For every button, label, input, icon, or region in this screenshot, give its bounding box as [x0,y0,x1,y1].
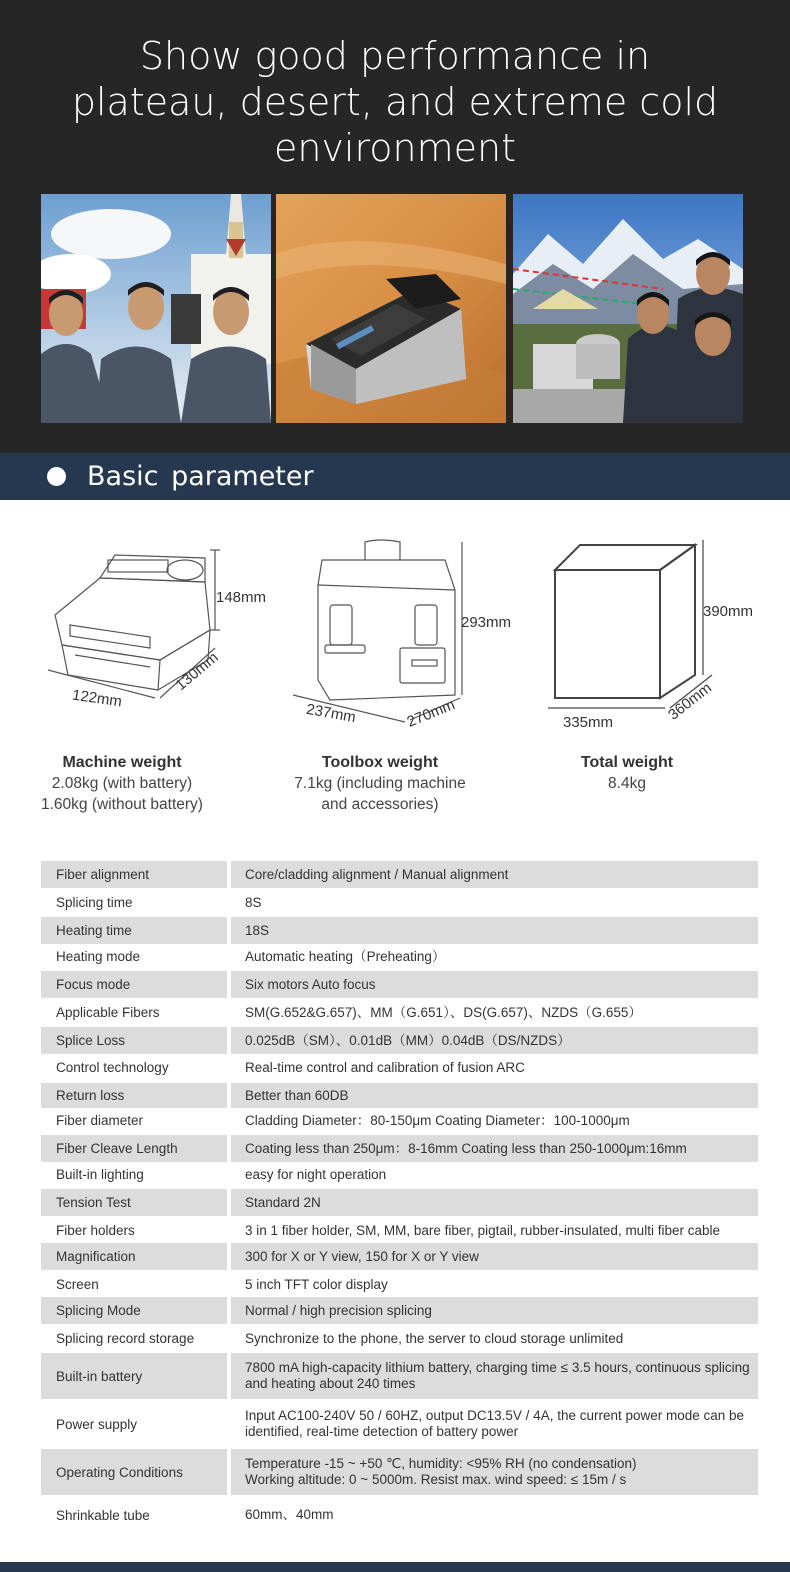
table-row [41,861,758,888]
spec-key: Built-in battery [41,1353,227,1399]
table-row [41,1401,758,1447]
total-height-label: 390mm [703,603,754,620]
bottom-bar [0,1562,790,1572]
spec-value [231,1083,758,1108]
table-row [41,1083,758,1108]
spec-key: Fiber diameter [56,1113,144,1128]
spec-value-line: Six motors Auto focus [245,976,376,992]
weight-value: 8.4kg [608,775,646,792]
photo-mountains [513,194,743,423]
photo-desert [276,194,506,423]
headline-line-3: environment [273,126,516,170]
spec-value [231,1449,758,1495]
spec-value-line: 5 inch TFT color display [245,1276,388,1292]
table-row [41,1189,758,1216]
spec-key: Magnification [41,1243,227,1270]
spec-value [231,1218,758,1243]
spec-value-line: SM(G.652&G.657)、MM（G.651）、DS(G.657)、NZDS（G.655） [245,1004,642,1020]
spec-key: Control technology [56,1060,169,1075]
toolbox-drawing [293,540,462,722]
spec-value [231,1189,758,1216]
spec-value-line: 0.025dB（SM）、0.01dB（MM）0.04dB（DS/NZDS） [245,1032,571,1048]
table-row [41,1135,758,1162]
spec-key: Shrinkable tube [56,1507,150,1523]
spec-value-line: Real-time control and calibration of fusion ARC [245,1059,525,1075]
spec-key: Splice Loss [41,1027,227,1054]
weight-title: Machine weight [62,754,182,771]
spec-value-line: 18S [245,922,270,938]
spec-value [231,1497,758,1533]
spec-value-line: Synchronize to the phone, the server to cloud storage unlimited [245,1330,624,1346]
spec-value-line: Working altitude: 0 ~ 5000m. Resist max. wind speed: ≤ 15m / s [245,1472,627,1487]
weight-title: Toolbox weight [321,754,439,771]
spec-value [231,1326,758,1351]
spec-value-line: and heating about 240 times [245,1376,416,1391]
table-row [41,1297,758,1324]
table-row [41,1054,758,1081]
spec-value [231,890,758,915]
bullet-icon [47,467,66,486]
spec-value [231,1243,758,1270]
spec-key: Built-in lighting [56,1167,144,1182]
spec-value-line: Temperature -15 ~ +50 ℃, humidity: <95% RH (no condensation) [245,1456,637,1471]
spec-key: Tension Test [41,1189,227,1216]
weight-title: Total weight [580,754,674,771]
spec-key: Power supply [56,1416,138,1432]
weight-value: 1.60kg (without battery) [41,796,203,813]
spec-value [231,1000,758,1025]
spec-key: Fiber Cleave Length [41,1135,227,1162]
spec-key: Screen [56,1277,99,1292]
section-header [0,453,790,500]
spec-value [231,1297,758,1324]
spec-key: Return loss [41,1083,227,1108]
spec-key: Splicing Mode [41,1297,227,1324]
toolbox-height-label: 293mm [461,614,512,631]
spec-value [231,1272,758,1297]
spec-value-line: identified, real-time detection of battery power [245,1424,519,1439]
spec-value-line: Input AC100-240V 50 / 60HZ, output DC13.5V / 4A, the current power mode can be [245,1408,745,1423]
table-row [41,1027,758,1054]
photo-plateau [41,194,271,423]
spec-value-line: 60mm、40mm [245,1507,334,1522]
table-row [41,890,758,915]
table-row [41,1497,758,1533]
total-width-label: 335mm [563,714,614,731]
spec-value [231,971,758,998]
toolbox-weight [260,752,500,815]
weight-value: 7.1kg (including machine [294,775,466,792]
weight-value: and accessories) [321,796,439,813]
table-row [41,1108,758,1133]
weight-value: 2.08kg (with battery) [51,775,193,792]
spec-value-line: Coating less than 250μm：8-16mm Coating less than 250-1000μm:16mm [245,1140,687,1156]
spec-key: Heating time [41,917,227,944]
spec-value-line: Automatic heating（Preheating） [245,948,446,964]
spec-key: Heating mode [56,949,141,964]
total-weight [507,752,747,794]
toolbox-depth-label: 270mm [404,696,458,731]
total-box-drawing [548,540,712,708]
spec-value-line: 300 for X or Y view, 150 for X or Y view [245,1248,479,1264]
spec-value [231,861,758,888]
hero-section [0,0,790,453]
spec-value-line: 7800 mA high-capacity lithium battery, charging time ≤ 3.5 hours, continuous splicing [245,1360,750,1375]
spec-value [231,1162,758,1187]
total-depth-label: 360mm [665,679,715,724]
spec-value-line: Standard 2N [245,1194,321,1210]
spec-value-line: Cladding Diameter：80-150μm Coating Diameter：100-1000μm [245,1112,630,1128]
spec-value-line: Normal / high precision splicing [245,1302,432,1318]
machine-weight [2,752,242,815]
machine-width-label: 122mm [71,686,123,711]
spec-value [231,1353,758,1399]
table-row [41,1353,758,1399]
table-row [41,1272,758,1297]
spec-value-line: Core/cladding alignment / Manual alignment [245,866,509,882]
spec-value [231,1108,758,1133]
headline-line-2: plateau, desert, and extreme cold [71,80,719,124]
spec-value [231,1027,758,1054]
headline [0,33,790,171]
spec-value [231,1054,758,1081]
spec-table [41,861,758,1533]
spec-value [231,1135,758,1162]
spec-key: Focus mode [41,971,227,998]
spec-value [231,917,758,944]
dimension-drawings [0,530,790,750]
toolbox-width-label: 237mm [304,700,358,727]
spec-key: Splicing record storage [56,1331,195,1346]
table-row [41,917,758,944]
spec-key: Operating Conditions [41,1449,227,1495]
spec-key: Applicable Fibers [56,1005,160,1020]
spec-value-line: 8S [245,894,262,910]
spec-value [231,944,758,969]
spec-value-line: Better than 60DB [245,1087,349,1103]
table-row [41,1218,758,1243]
spec-value-line: 3 in 1 fiber holder, SM, MM, bare fiber, pigtail, rubber-insulated, multi fiber cable [245,1222,720,1238]
table-row [41,944,758,969]
machine-depth-label: 130mm [172,648,222,695]
spec-value [231,1401,758,1447]
table-row [41,1000,758,1025]
table-row [41,1243,758,1270]
table-row [41,971,758,998]
machine-height-label: 148mm [216,589,267,606]
headline-line-1: Show good performance in [139,34,651,78]
spec-key: Splicing time [56,895,133,910]
spec-key: Fiber holders [56,1223,135,1238]
spec-value-line: easy for night operation [245,1166,387,1182]
table-row [41,1449,758,1495]
table-row [41,1326,758,1351]
table-row [41,1162,758,1187]
section-title: Basic parameter [87,461,314,492]
spec-key: Fiber alignment [41,861,227,888]
